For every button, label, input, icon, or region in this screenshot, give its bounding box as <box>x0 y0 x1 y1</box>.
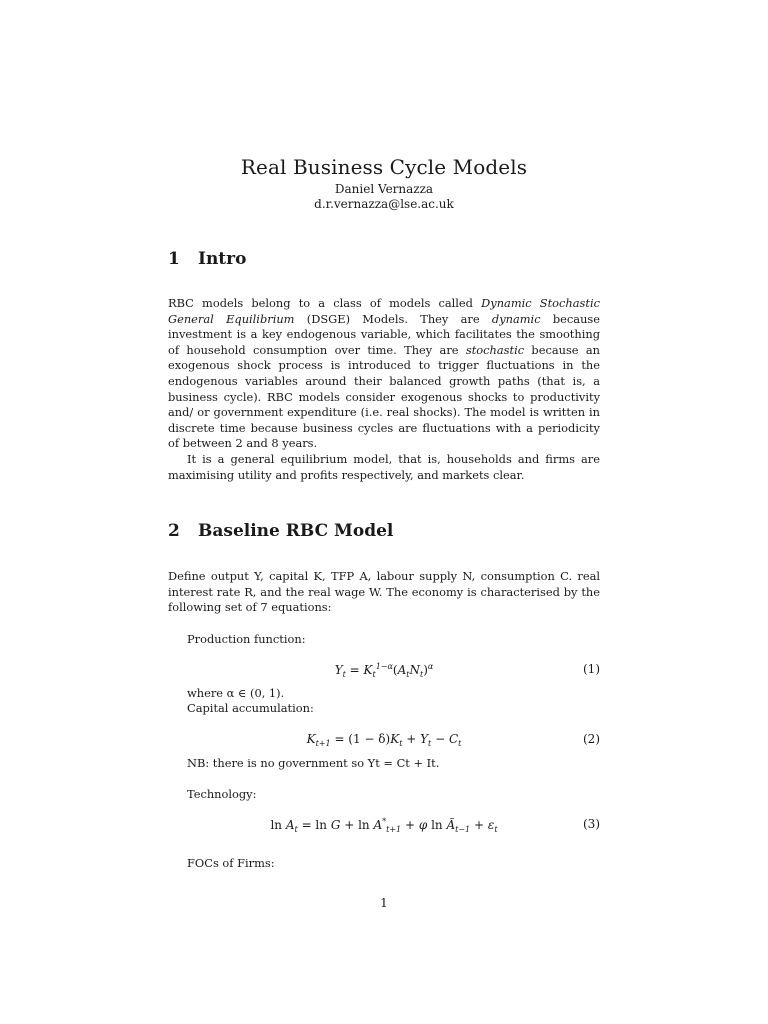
paper-title: Real Business Cycle Models <box>240 155 528 179</box>
technology-label: Technology: <box>187 787 257 801</box>
equation-3-number: (3) <box>583 817 600 831</box>
author-name: Daniel Vernazza <box>334 182 434 196</box>
equation-1-number: (1) <box>583 662 600 676</box>
intro-paragraph-2: It is a general equilibrium model, that is, households and firms are maximising utility and profits respectively, and markets clear. <box>168 452 600 482</box>
intro-paragraph-1: RBC models belong to a class of models called Dynamic Stochastic General Equilibrium (DSGE) Models. They are dynamic because investment is a key endogenous variable, which facilitates the smoothing of household consumption over time. They are stochastic because an exogenous shock process is introduced to trigger fluctuations in the endogenous variables around their balanced growth paths (that is, a business cycle). RBC models consider exogenous shocks to productivity and/ or government expenditure (i.e. real shocks). The model is written in discrete time because business cycles are fluctuations with a periodicity of between 2 and 8 years. <box>168 296 601 451</box>
focs-firms-label: FOCs of Firms: <box>187 856 275 870</box>
equation-2 <box>168 732 600 750</box>
equation-1 <box>168 662 600 680</box>
term-dynamic: dynamic <box>491 311 541 326</box>
production-function-label: Production function: <box>187 632 306 646</box>
term-dsge: Dynamic Stochastic General Equilibrium <box>168 296 600 326</box>
equation-2-number: (2) <box>583 732 600 746</box>
capital-accumulation-label: Capital accumulation: <box>187 701 314 715</box>
equation-3 <box>168 817 600 835</box>
term-stochastic: stochastic <box>465 342 525 357</box>
where-alpha-text: where α ∈ (0, 1). <box>187 686 285 700</box>
section-number: 1 <box>168 249 180 269</box>
section-number: 2 <box>168 521 180 541</box>
author-email: d.r.vernazza@lse.ac.uk <box>314 197 454 211</box>
nb-text: NB: there is no government so Yt = Ct + It. <box>187 756 440 770</box>
equation-2-expression: $K_{t+1} = (1 - \delta)K_t + Y_t - C_t$ <box>306 732 462 748</box>
section-title: Intro <box>198 249 247 269</box>
section-title: Baseline RBC Model <box>198 521 394 541</box>
equation-1-expression: $Y_t = K_t^{1-\alpha}(A_tN_t)^\alpha$ <box>334 662 434 679</box>
equation-3-expression: $\ln A_t = \ln G + \ln A^*_{t+1} + \varphi$ $\ln Ã_{t-1} + \varepsilon_t$ <box>270 817 498 834</box>
page-number: 1 <box>380 896 388 910</box>
section-heading-baseline <box>168 521 393 541</box>
baseline-paragraph-1: Define output Y, capital K, TFP A, labour supply N, consumption C. real interest rate R, and the real wage W. The economy is characterised by the following set of 7 equations: <box>168 569 600 615</box>
section-heading-intro <box>168 249 246 269</box>
